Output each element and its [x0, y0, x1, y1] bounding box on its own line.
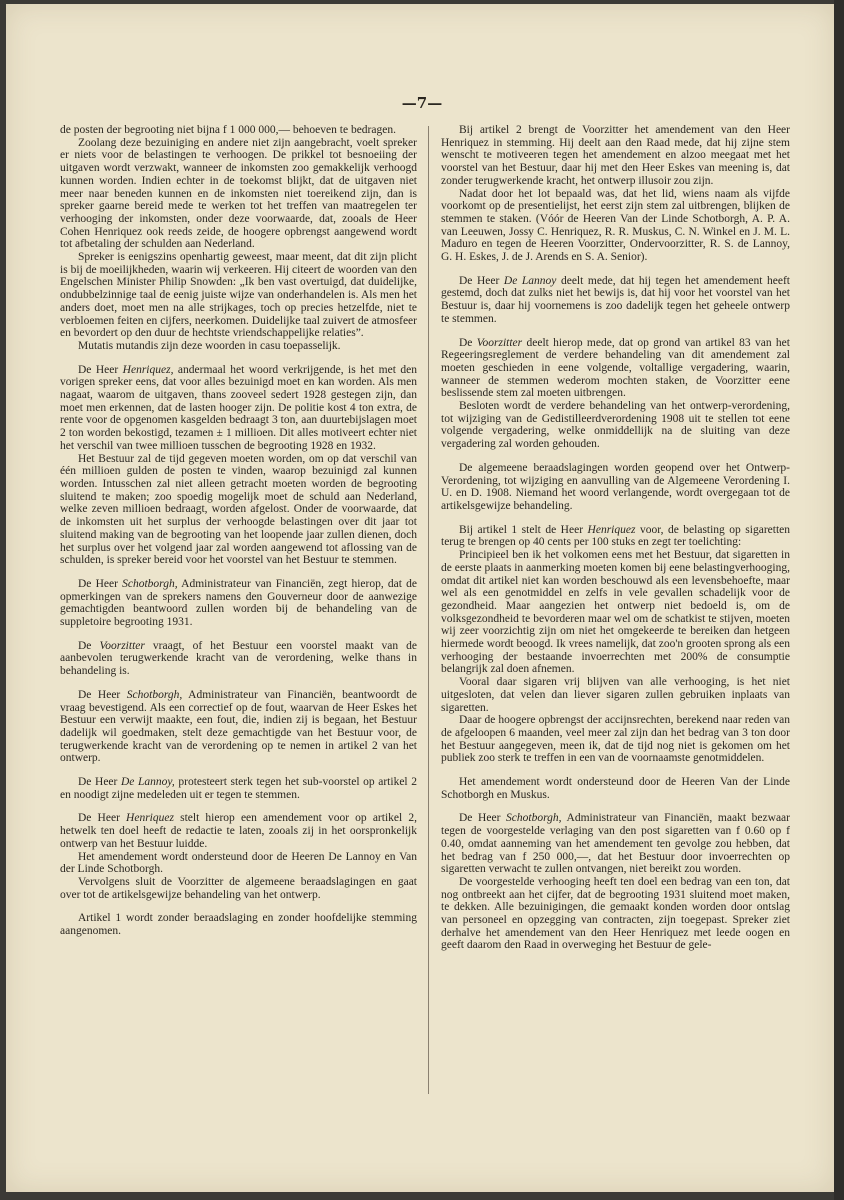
speaker-name: Henriquez	[587, 523, 636, 536]
paragraph: Besloten wordt de verdere behandeling van het ontwerp-verordening, tot wijziging van de Gedistilleerdverordening 1908 uit te stellen tot eene volgende vergadering, welke onmiddellijk na de sluiting van deze vergadering zal worden gehouden.	[441, 400, 790, 451]
paragraph: de posten der begrooting niet bijna f 1 000 000,— behoeven te bedragen.	[60, 124, 396, 136]
page-number: —7—	[401, 94, 443, 112]
paragraph: De Heer Schotborgh, Administrateur van Financiën, maakt bezwaar tegen de voorgestelde verlaging van den post sigaretten van f 0.60 op f 0.40, omdat aanneming van het amendement ten gevolge zou hebben, dat het bedrag van f 250 000,—, dat het Bestuur door invoerrechten op sigaretten verwacht te zullen ontvangen, niet bereikt zou worden.	[441, 812, 790, 876]
scan-edge	[834, 0, 844, 1200]
paragraph: De Heer Henriquez stelt hierop een amendement voor op artikel 2, hetwelk ten doel heeft de redactie te laten, zooals zij in het oorspronkelijk ontwerp van het Bestuur luidde.	[60, 812, 417, 850]
paragraph: Daar de hoogere opbrengst der accijnsrechten, berekend naar reden van de afgeloopen 6 maanden, veel meer zal zijn dan het bedrag van 3 ton door het Bestuur aangegeven, meen ik, dat de tijd nog niet is gekomen om het publiek zoo sterk te treffen in een van de voornaamste genotmiddelen.	[441, 714, 790, 765]
speaker-name: De Lannoy	[503, 274, 557, 287]
right-column	[441, 124, 790, 952]
paragraph: De voorgestelde verhooging heeft ten doel een bedrag van een ton, dat nog ontbreekt aan het cijfer, dat de begrooting 1931 sluitend moet maken, te dekken. Alle bezuinigingen, die gemaakt konden worden door ontslag van personeel en opzegging van contracten, zijn toegepast. Spreker ziet derhalve het amendement van den Heer Henriquez met leede oogen en geeft daarom den Raad in overweging het Bestuur de gele-	[441, 875, 790, 952]
paragraph: De Heer Schotborgh, Administrateur van Financiën, beantwoordt de vraag bevestigend. Als een correctief op de fout, waarvan de Heer Eskes het Bestuur een verwijt maakte, een fout, die, indien zij is begaan, het Bestuur dadelijk wil goedmaken, stelt deze gemachtigde van het Bestuur voor, de terugwerkende kracht van de verordening op te nemen in artikel 2 van het ontwerp.	[60, 688, 417, 765]
paragraph: De Heer De Lannoy, protesteert sterk tegen het sub-voorstel op artikel 2 en noodigt zijne medeleden uit er tegen te stemmen.	[60, 776, 417, 801]
speaker-name: Voorzitter	[476, 336, 523, 349]
speaker-name: Henriquez,	[122, 363, 174, 376]
paragraph: Vooral daar sigaren vrij blijven van alle verhooging, is het niet uitgesloten, dat velen dan liever sigaren zullen gebruiken inplaats van sigaretten.	[441, 676, 790, 714]
column-divider	[428, 126, 429, 1094]
paragraph: Mutatis mutandis zijn deze woorden in casu toepasselijk.	[78, 339, 341, 352]
paragraph: Nadat door het lot bepaald was, dat het lid, wiens naam als vijfde voorkomt op de presentielijst, het eerst zijn stem zal uitbrengen, blijken de stemmen te staken. (Vóór de Heeren Van der Linde Schotborgh, A. P. A. van Leeuwen, Jossy C. Henriquez, R. R. Muskus, C. N. Winkel en J. M. L. Maduro en tegen de Heeren Voorzitter, Ondervoorzitter, R. S. de Lannoy, G. H. Eskes, J. de J. Arends en S. A. Senior).	[441, 187, 790, 264]
paragraph: De Voorzitter vraagt, of het Bestuur een voorstel maakt van de aanbevolen terugwerkende kracht van de verordening, welke thans in behandeling is.	[60, 639, 417, 678]
paragraph: De Heer De Lannoy deelt mede, dat hij tegen het amendement heeft gestemd, doch dat zulks niet het bewijs is, dat hij voor het voorstel van het Bestuur is, daar hij voornemens is zoo dadelijk tegen het geheele ontwerp te stemmen.	[441, 274, 790, 325]
paragraph: Zoolang deze bezuiniging en andere niet zijn aangebracht, voelt spreker er niets voor de belastingen te verhoogen. De prikkel tot besnoeiing der uitgaven wordt verzwakt, wanneer de inkomsten zoo gemakkelijk verhoogd kunnen worden. Indien echter in de toekomst blijkt, dat de uitgaven niet meer naar beneden kunnen en de inkomsten niet toereikend zijn, dan is spreker gaarne bereid mede te werken tot het treffen van maatregelen ter verhooging der inkomsten, onder deze voorwaarde, dat, zooals de Heer Cohen Henriquez ook reeds zeide, de hoogere opbrengst aangewend wordt tot afbetaling der schulden aan Nederland.	[60, 136, 417, 251]
speaker-name: Voorzitter	[99, 639, 145, 652]
paragraph: Bij artikel 1 stelt de Heer Henriquez voor, de belasting op sigaretten terug te brengen op 40 cents per 100 stuks en zegt ter toelichting:	[441, 523, 791, 549]
paragraph: Het Bestuur zal de tijd gegeven moeten worden, om op dat verschil van één millioen gulden de posten te vinden, waarop bezuinigd zal kunnen worden. Intusschen zal niet alleen getracht moeten worden de begrooting sluitend te maken; zoo spoedig mogelijk moet de schuld aan Nederland, welke zeven millioen bedraagt, worden afgelost. Onder de voorwaarde, dat de inkomsten uit het surplus der verhoogde belastingen over dit jaar tot sluitend making van de begrooting van het loopende jaar zullen dienen, doch het surplus over het volgend jaar zal worden aangewend tot aflossing van de schulden, is spreker bereid voor het voorstel van het Bestuur te stemmen.	[60, 452, 417, 567]
speaker-name: Schotborgh,	[122, 577, 178, 590]
speaker-name: De Lannoy,	[120, 776, 175, 789]
speaker-name: Schotborgh,	[506, 812, 562, 825]
paragraph: De Voorzitter deelt hierop mede, dat op grond van artikel 83 van het Regeeringsreglement de verdere behandeling van dit amendement zal moeten geschieden in eene volgende, voltallige vergadering, waarin, wanneer de stemmen wederom mochten staken, de Voorzitter eene beslissende stem zal moeten uitbrengen.	[441, 336, 790, 400]
paragraph: Spreker is eenigszins openhartig geweest, maar meent, dat dit zijn plicht is bij de moeilijkheden, waarin wij verkeeren. Hij citeert de woorden van den Engelschen Minister Philip Snowden: „Ik ben vast overtuigd, dat duidelijke, ondubbelzinnige taal de eenig juiste wijze van onderhandelen is. Als men het anders doet, moet men na alle strijkages, toch op precies hetzelfde, niet te verbloemen feiten en cijfers, neerkomen. Duidelijke taal zuivert de atmosfeer en bevordert op den duur de hechtste vriendschappelijke relaties”.	[60, 251, 417, 340]
left-column	[60, 124, 417, 938]
paragraph: De Heer Henriquez, andermaal het woord verkrijgende, is het met den vorigen spreker eens, dat voor alles bezuinigd moet en kan worden. Als men nagaat, waarom de uitgaven, thans zooveel sedert 1928 gestegen zijn, dan moet men erkennen, dat de lasten hooger zijn. De politie kost 4 ton extra, de rente voor de opgenomen kasgelden bedraagt 3 ton, aan duurtebijslagen moet 2 ton worden bekostigd, tezamen ± 1 millioen. Dit alles motiveert echter niet het verschil van twee millioen tusschen de begrooting 1928 en 1932.	[60, 363, 417, 452]
paragraph: Bij artikel 2 brengt de Voorzitter het amendement van den Heer Henriquez in stemming. Hij deelt aan den Raad mede, dat hij zijne stem wenscht te motiveeren tegen het amendement en alzoo meegaat met het voorstel van het Bestuur, daar hij met den Heer Eskes van meening is, dat zonder terugwerkende kracht, het ontwerp illusoir zou zijn.	[441, 124, 790, 187]
paragraph: Principieel ben ik het volkomen eens met het Bestuur, dat sigaretten in de eerste plaats in aanmerking moeten komen bij eene belastingverhooging, omdat dit artikel niet kan worden beschouwd als een levensbehoefte, maar wel als een genotmiddel en zelfs in vele gevallen schadelijk voor de gezondheid. Maar aangezien het ontwerp niet bedoeld is, om de volksgezondheid te bevorderen maar wel om de schatkist te stijven, moeten wij zeer voorzichtig zijn om niet het omgekeerde te bereiken dan hetgeen hiermede wordt beoogd. Ik vrees namelijk, dat zoo'n grooten sprong als een verhooging der bestaande invoerrechten met 200% de consumptie belangrijk zal doen afnemen.	[441, 549, 790, 676]
paragraph: Artikel 1 wordt zonder beraadslaging en zonder hoofdelijke stemming aangenomen.	[60, 912, 417, 938]
paragraph: De Heer Schotborgh, Administrateur van Financiën, zegt hierop, dat de opmerkingen van de sprekers namens den Gouverneur door de aanwezige gemachtigden beantwoord zullen worden bij de behandeling van de suppletoire begrooting 1931.	[60, 577, 417, 629]
speaker-name: Henriquez	[126, 812, 174, 825]
paragraph: Het amendement wordt ondersteund door de Heeren Van der Linde Schotborgh en Muskus.	[441, 776, 790, 801]
paragraph: De algemeene beraadslagingen worden geopend over het Ontwerp-Verordening, tot wijziging en aanvulling van de Algemeene Verordening I. U. en D. 1908. Niemand het woord verlangende, wordt overgegaan tot de artikelsgewijze behandeling.	[441, 461, 790, 512]
paragraph: Vervolgens sluit de Voorzitter de algemeene beraadslagingen en gaat over tot de artikelsgewijze behandeling van het ontwerp.	[60, 875, 417, 901]
paragraph: Het amendement wordt ondersteund door de Heeren De Lannoy en Van der Linde Schotborgh.	[60, 850, 417, 876]
speaker-name: Schotborgh,	[126, 688, 183, 701]
